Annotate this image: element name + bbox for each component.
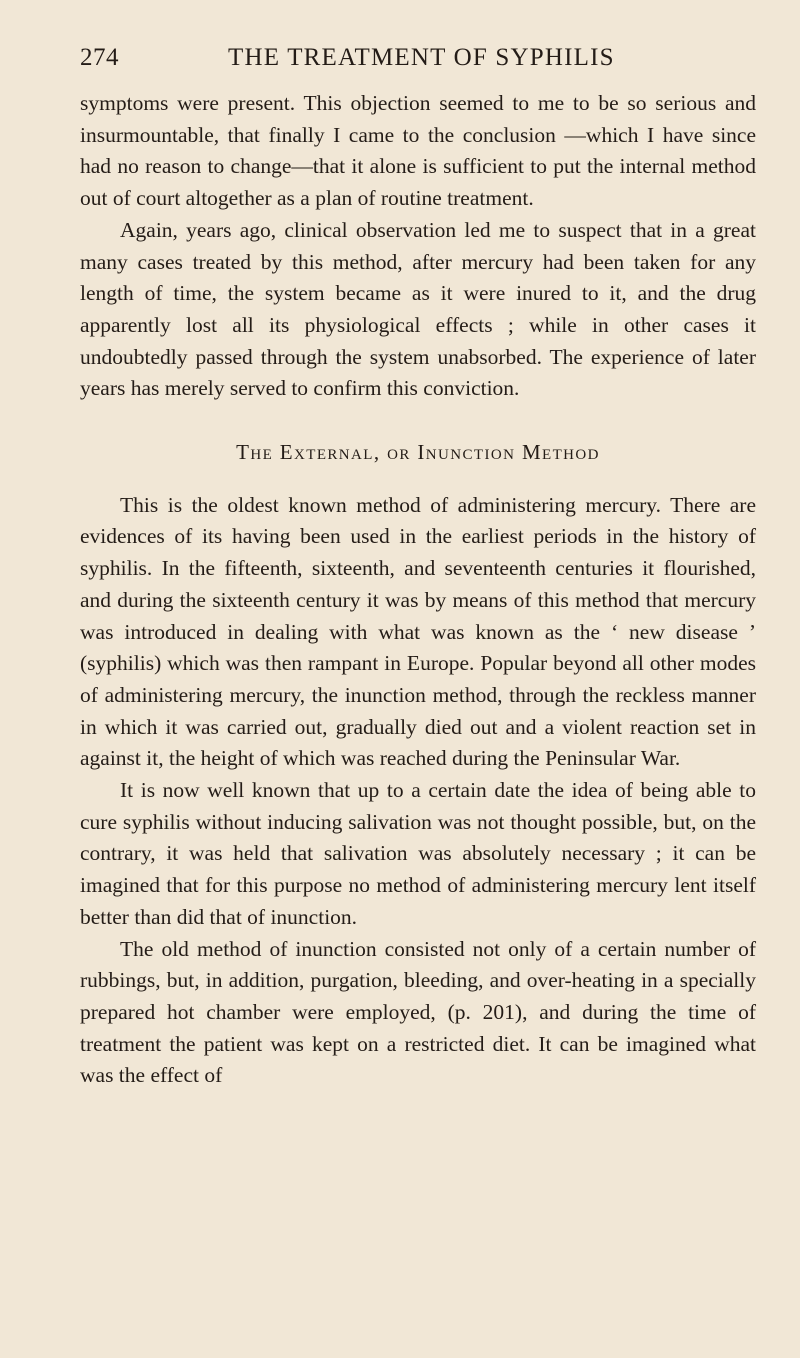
paragraph-oldest-method: This is the oldest known method of administering mercury. There are evidences of its having been used in the earliest periods in the history of syphilis. In the fifteenth, sixteenth, and seventeenth centuries it flourished, and during the sixteenth century it was by means of this method that mercury was introduced in dealing with what was known as the ‘ new disease ’ (syphilis) which was then rampant in Europe. Popular beyond all other modes of administering mercury, the inunction method, through the reckless manner in which it was carried out, gradually died out and a violent reaction set in against it, the height of which was reached during the Peninsular War. — [80, 492, 756, 771]
paragraph-old-inunction: The old method of inunction consisted not only of a certain number of rubbings, but, in addition, purgation, bleeding, and over-heating in a specially prepared hot chamber were employed, (p. 201), and during the time of treatment the patient was kept on a restricted diet. It can be imagined what was the effect of — [80, 936, 756, 1088]
page-number: 274 — [80, 44, 119, 71]
paragraph-clinical-observation: Again, years ago, clinical observation led me to suspect that in a great many cases treated by this method, after mercury had been taken for any length of time, the system became as it were inured to it, and the drug apparently lost all its physiological effects ; while in other cases it undoubtedly passed through the system unabsorbed. The experience of later years has merely served to confirm this conviction. — [80, 217, 756, 401]
paragraph-continuation: symptoms were present. This objection seemed to me to be so serious and insurmountable, that finally I came to the conclusion —which I have since had no reason to change—that it alone is sufficient to put the internal method out of court altogether as a plan of routine treatment. — [80, 91, 756, 211]
body-text — [80, 88, 756, 1092]
running-head — [80, 44, 740, 80]
section-heading: The External, or Inunction Method — [236, 440, 600, 465]
paragraph-salivation: It is now well known that up to a certain date the idea of being able to cure syphilis without inducing salivation was not thought possible, but, on the contrary, it was held that salivation was absolutely necessary ; it can be imagined that for this purpose no method of administering mercury lent itself better than did that of inunction. — [80, 778, 756, 929]
running-title: THE TREATMENT OF SYPHILIS — [228, 44, 615, 71]
